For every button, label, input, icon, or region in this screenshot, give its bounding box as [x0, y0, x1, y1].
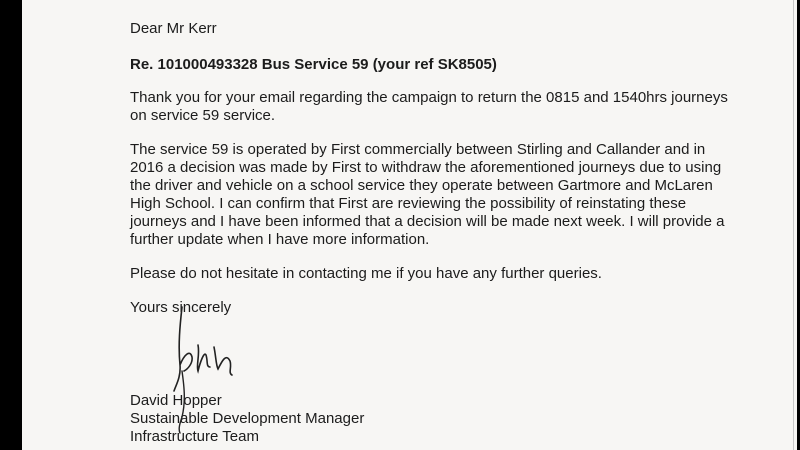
paragraph-line: 2016 a decision was made by First to withdraw the aforementioned journeys due to using: [130, 159, 722, 176]
paragraph-3: [130, 265, 730, 283]
paragraph-line: further update when I have more information.: [130, 231, 430, 248]
paragraph-line: Thank you for your email regarding the campaign to return the 0815 and 1540hrs journeys: [130, 89, 728, 106]
handwritten-signature: [130, 317, 430, 392]
letter-page: [22, 0, 797, 450]
paragraph-line: Please do not hesitate in contacting me if you have any further queries.: [130, 265, 602, 282]
paragraph-1: [130, 89, 730, 125]
signatory-name: David Hopper: [130, 392, 222, 409]
signatory-team: Infrastructure Team: [130, 428, 259, 445]
paragraph-line: The service 59 is operated by First commercially between Stirling and Callander and in: [130, 141, 706, 158]
subject-line: Re. 101000493328 Bus Service 59 (your ref SK8505): [130, 56, 497, 73]
paragraph-line: journeys and I have been informed that a decision will be made next week. I will provide a: [130, 213, 725, 230]
paragraph-2: [130, 141, 730, 249]
signatory-title: Sustainable Development Manager: [130, 410, 365, 427]
salutation: Dear Mr Kerr: [130, 20, 217, 37]
paragraph-line: on service 59 service.: [130, 107, 276, 124]
paragraph-line: the driver and vehicle on a school service they operate between Gartmore and McLaren: [130, 177, 713, 194]
letter-body: [130, 20, 730, 446]
paragraph-line: High School. I can confirm that First are reviewing the possibility of reinstating these: [130, 195, 687, 212]
page-edge: [793, 0, 794, 450]
signature-scribble: [170, 305, 290, 435]
closing: Yours sincerely: [130, 299, 232, 316]
